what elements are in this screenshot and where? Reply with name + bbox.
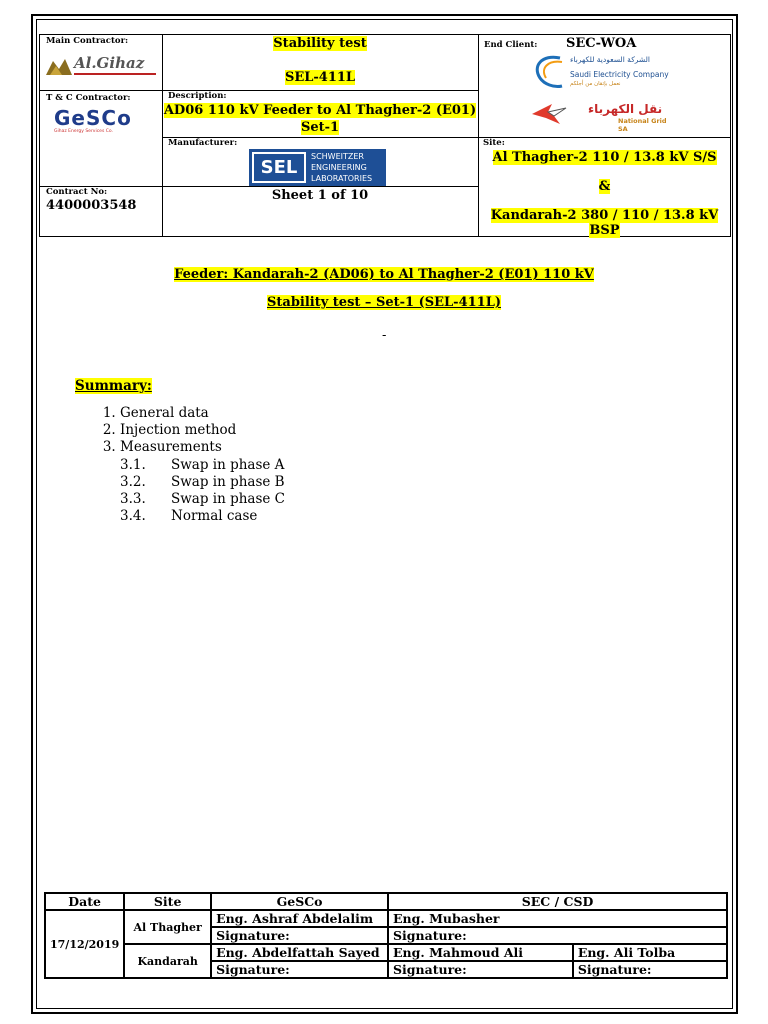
national-grid-logo: نقل الكهرباء National Grid SA <box>532 102 677 130</box>
signature-field: Signature: <box>211 961 388 978</box>
alghaz-logo: Al.Gihaz <box>46 54 158 78</box>
main-contractor-label: Main Contractor: <box>46 36 129 46</box>
summary-item: 1. General data <box>120 405 236 422</box>
site-label: Site: <box>483 138 505 148</box>
description-line1: AD06 110 kV Feeder to Al Thagher-2 (E01) <box>163 103 477 118</box>
header-divider <box>478 34 479 237</box>
site-al-thagher: Al Thagher <box>124 910 211 944</box>
manufacturer-label: Manufacturer: <box>168 138 238 148</box>
summary-item: 2. Injection method <box>120 422 236 439</box>
site-amp-wrap <box>478 179 731 194</box>
sec-logo: الشركة السعودية للكهرباء Saudi Electricity Company نعمل بإتقان من أجلكم <box>530 52 675 94</box>
signoff-table <box>44 892 728 979</box>
doc-title-wrap <box>162 36 478 51</box>
header-sec: SEC / CSD <box>388 893 727 910</box>
summary-heading: Summary: <box>75 378 152 394</box>
sel-logo: SEL SCHWEITZER ENGINEERING LABORATORIES <box>249 149 386 186</box>
site-line2: Kandarah-2 380 / 110 / 13.8 kV BSP <box>490 208 719 238</box>
feeder-title: Feeder: Kandarah-2 (AD06) to Al Thagher-2 (E01) 110 kV <box>174 267 594 282</box>
tc-contractor-label: T & C Contractor: <box>46 93 131 103</box>
sub-item: 3.2. Swap in phase B <box>120 474 285 490</box>
feeder-title-wrap <box>0 267 768 282</box>
signature-field: Signature: <box>388 961 573 978</box>
end-client-label: End Client: <box>484 40 538 50</box>
doc-model: SEL-411L <box>284 70 356 85</box>
signature-field: Signature: <box>211 927 388 944</box>
test-title-wrap <box>0 295 768 310</box>
description-line2: Set-1 <box>300 120 340 135</box>
header-divider <box>162 186 478 187</box>
end-client: SEC-WOA <box>566 36 637 51</box>
sub-item: 3.3. Swap in phase C <box>120 491 286 507</box>
header-divider <box>39 90 162 91</box>
site-line1: Al Thagher-2 110 / 13.8 kV S/S <box>492 150 717 165</box>
signoff-date: 17/12/2019 <box>45 910 124 978</box>
sec-engineer: Eng. Mubasher <box>388 910 727 927</box>
sub-item: 3.1. Swap in phase A <box>120 457 285 473</box>
header-date: Date <box>45 893 124 910</box>
site-line1-wrap <box>478 150 731 165</box>
contract-number: 4400003548 <box>46 198 137 213</box>
site-line2-wrap <box>478 208 731 238</box>
signature-field: Signature: <box>388 927 727 944</box>
sec-engineer: Eng. Mahmoud Ali <box>388 944 573 961</box>
summary-item: 3. Measurements <box>120 439 236 456</box>
doc-model-wrap <box>162 70 478 85</box>
dash-marker: - <box>382 328 387 343</box>
description-label: Description: <box>168 91 227 101</box>
gesco-engineer: Eng. Ashraf Abdelalim <box>211 910 388 927</box>
header-site: Site <box>124 893 211 910</box>
description-wrap <box>162 102 478 136</box>
test-title: Stability test – Set-1 (SEL-411L) <box>267 295 501 310</box>
doc-title: Stability test <box>273 36 367 51</box>
sec-engineer: Eng. Ali Tolba <box>573 944 727 961</box>
summary-heading-wrap <box>75 378 152 394</box>
contract-label: Contract No: <box>46 187 108 197</box>
summary-list <box>96 405 236 456</box>
site-kandarah: Kandarah <box>124 944 211 978</box>
signature-field: Signature: <box>573 961 727 978</box>
sub-item: 3.4. Normal case <box>120 508 258 524</box>
gesco-engineer: Eng. Abdelfattah Sayed <box>211 944 388 961</box>
header-gesco: GeSCo <box>211 893 388 910</box>
header-divider <box>478 137 731 138</box>
gesco-logo: GeSCo Gihaz Energy Services Co. <box>54 106 132 134</box>
site-ampersand: & <box>598 179 611 194</box>
sheet-number: Sheet 1 of 10 <box>271 188 369 203</box>
